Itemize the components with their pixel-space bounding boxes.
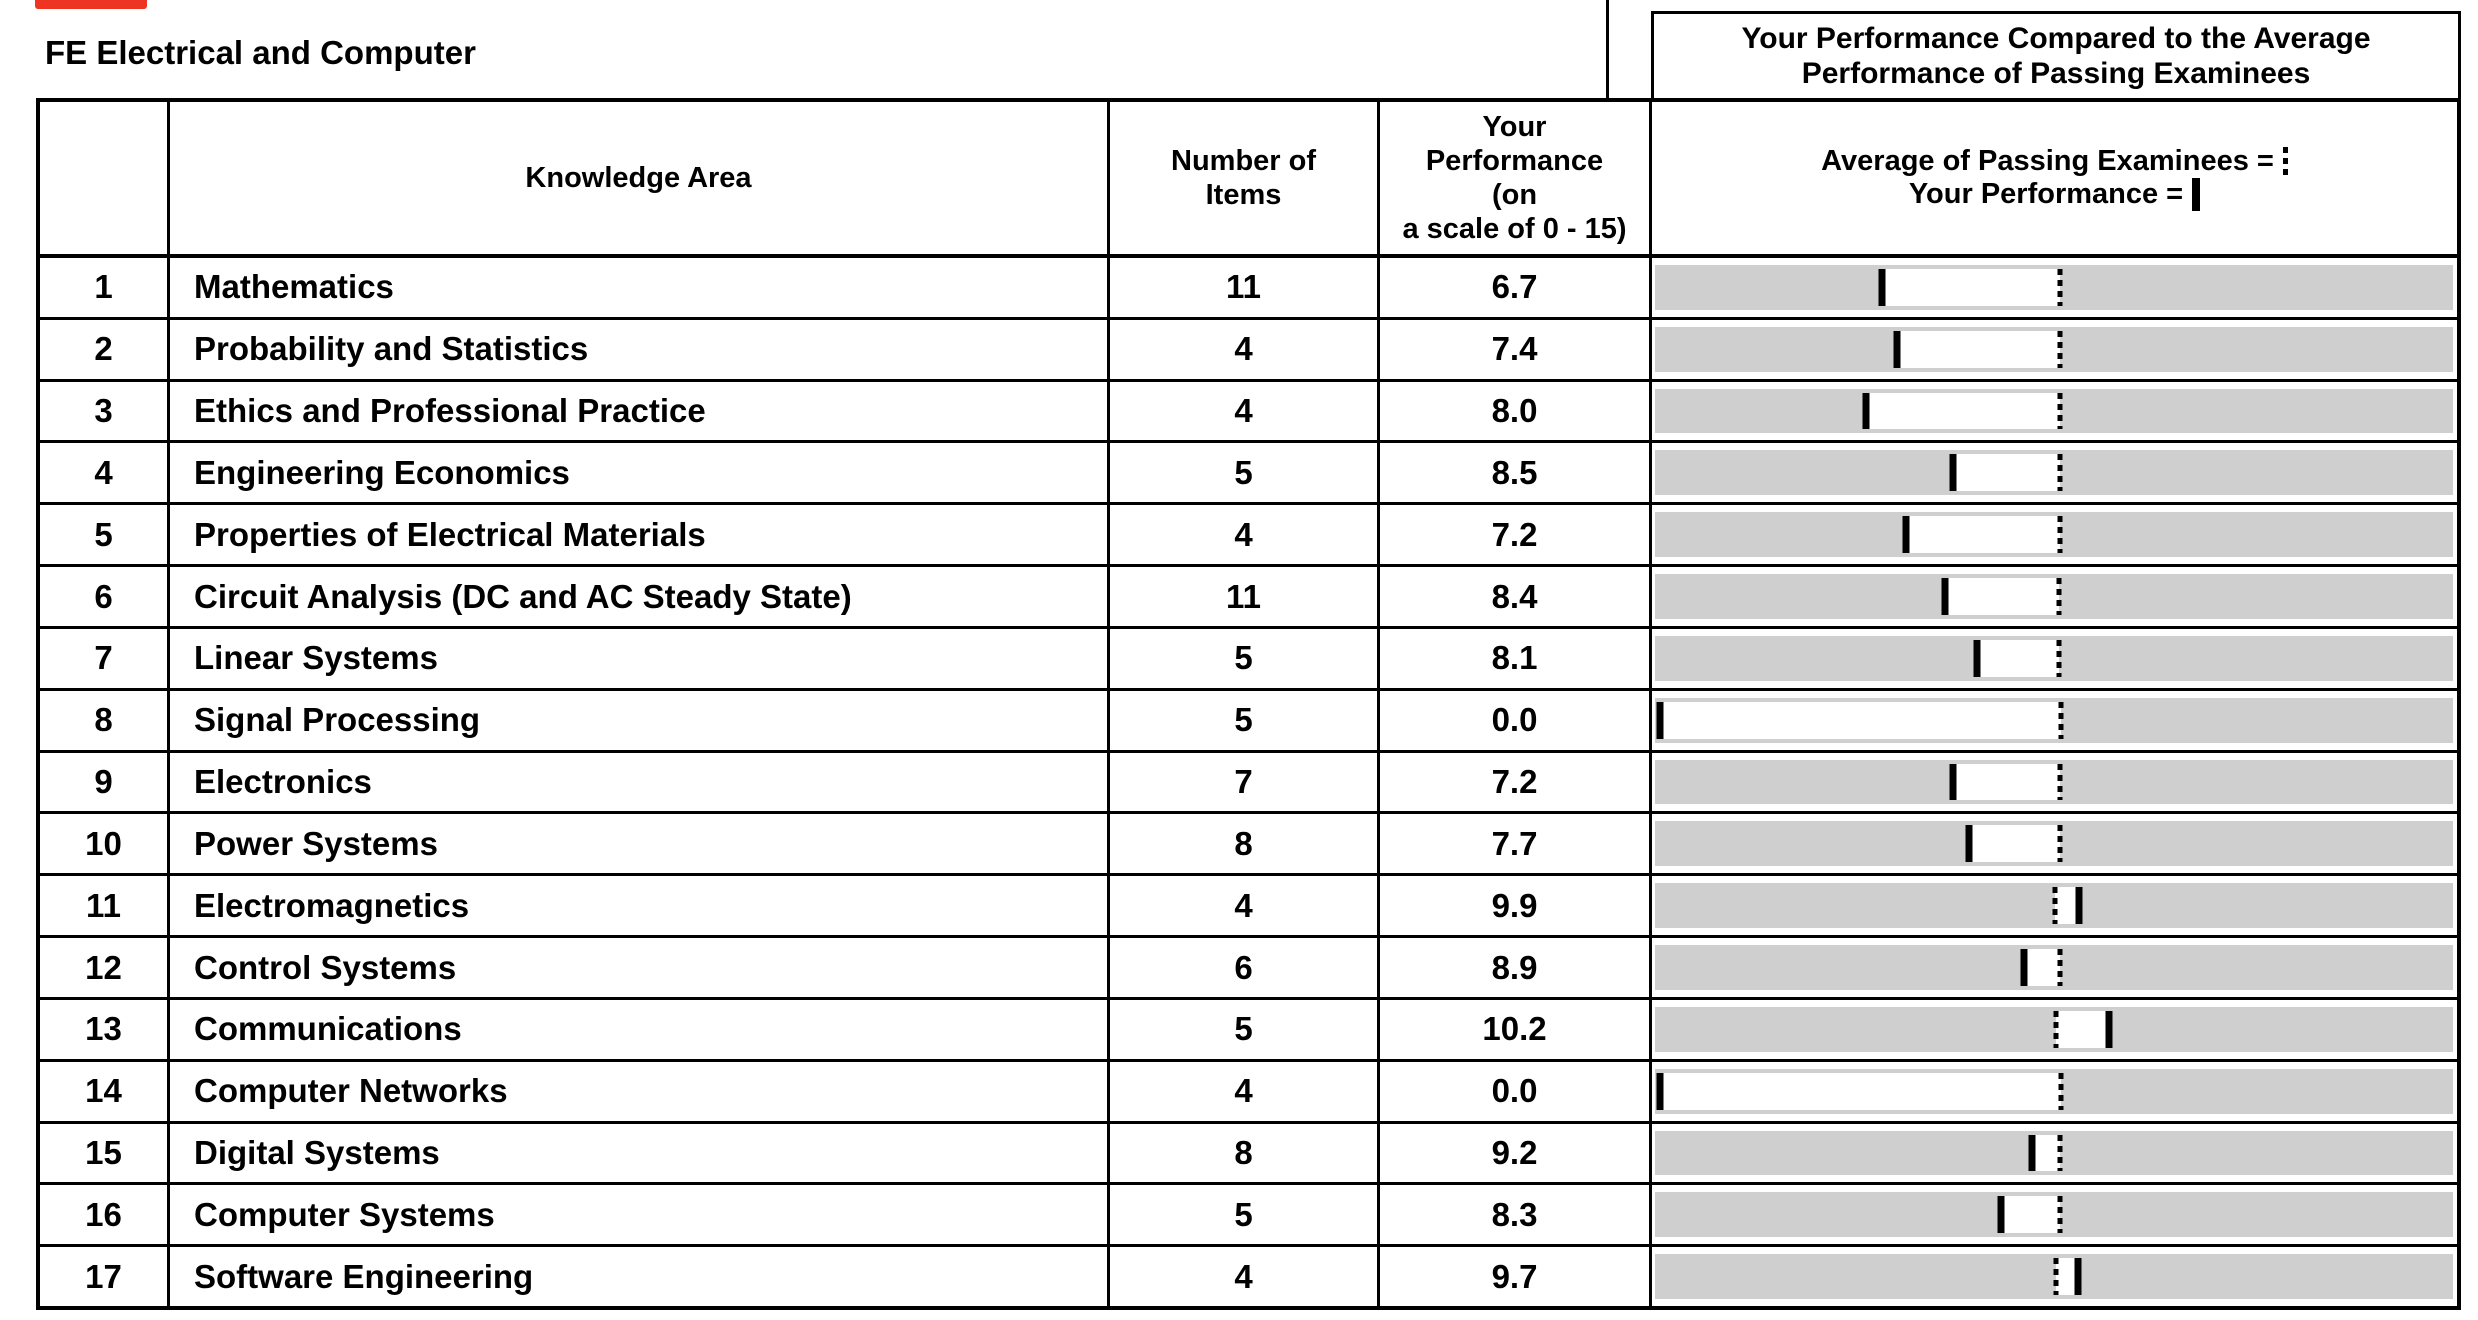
row-number: 9 <box>40 753 170 812</box>
knowledge-area-label: Control Systems <box>170 938 1110 997</box>
performance-bar-cell <box>1652 258 2457 317</box>
performance-bar <box>1655 450 2453 495</box>
table-row <box>40 629 2457 691</box>
performance-score: 7.2 <box>1380 505 1652 564</box>
items-count: 5 <box>1110 1000 1380 1059</box>
performance-bar <box>1655 883 2453 928</box>
your-performance-marker <box>1862 393 1869 430</box>
performance-score: 9.2 <box>1380 1124 1652 1183</box>
performance-bar <box>1655 636 2453 681</box>
performance-range <box>2001 1196 2059 1233</box>
performance-range <box>1969 825 2059 862</box>
row-number: 8 <box>40 691 170 750</box>
header-number-of-items: Number of Items <box>1110 102 1380 254</box>
page-title: FE Electrical and Computer <box>45 34 476 71</box>
your-performance-marker <box>2106 1011 2113 1048</box>
performance-bar-cell <box>1652 505 2457 564</box>
legend-your-label: Your Performance = <box>1908 178 2184 210</box>
knowledge-area-label: Ethics and Professional Practice <box>170 382 1110 441</box>
table-row <box>40 1062 2457 1124</box>
performance-range <box>1866 393 2060 430</box>
your-performance-marker <box>2020 949 2027 986</box>
your-performance-marker <box>2028 1135 2035 1172</box>
your-performance-marker <box>2075 887 2082 924</box>
performance-bar-cell <box>1652 320 2457 379</box>
table-row <box>40 382 2457 444</box>
legend-average-line <box>1821 145 2288 178</box>
row-number: 6 <box>40 567 170 626</box>
items-count: 4 <box>1110 382 1380 441</box>
row-number: 10 <box>40 814 170 873</box>
performance-bar <box>1655 1131 2453 1176</box>
average-marker <box>2057 269 2062 306</box>
knowledge-area-label: Probability and Statistics <box>170 320 1110 379</box>
header-knowledge-area: Knowledge Area <box>170 102 1110 254</box>
items-count: 6 <box>1110 938 1380 997</box>
table-row <box>40 567 2457 629</box>
performance-bar <box>1655 1007 2453 1052</box>
table-row <box>40 1000 2457 1062</box>
performance-bar <box>1655 1254 2453 1299</box>
row-number: 17 <box>40 1247 170 1306</box>
red-accent-bar <box>35 0 147 9</box>
your-performance-marker <box>1878 269 1885 306</box>
average-marker <box>2052 887 2057 924</box>
row-number: 15 <box>40 1124 170 1183</box>
row-number: 16 <box>40 1185 170 1244</box>
items-count: 8 <box>1110 814 1380 873</box>
performance-range <box>1945 578 2058 615</box>
performance-bar-cell <box>1652 567 2457 626</box>
average-dashed-line-icon <box>2283 147 2288 177</box>
average-marker <box>2056 640 2061 677</box>
performance-bar-cell <box>1652 382 2457 441</box>
performance-range <box>1660 702 2061 739</box>
performance-score: 8.0 <box>1380 382 1652 441</box>
knowledge-area-label: Computer Systems <box>170 1185 1110 1244</box>
performance-bar-cell <box>1652 691 2457 750</box>
row-number: 14 <box>40 1062 170 1121</box>
knowledge-area-label: Signal Processing <box>170 691 1110 750</box>
performance-range <box>1882 269 2060 306</box>
your-performance-marker <box>1902 516 1909 553</box>
performance-bar-cell <box>1652 814 2457 873</box>
table-row <box>40 938 2457 1000</box>
knowledge-area-label: Digital Systems <box>170 1124 1110 1183</box>
performance-bar <box>1655 945 2453 990</box>
table-row <box>40 691 2457 753</box>
knowledge-area-label: Engineering Economics <box>170 443 1110 502</box>
table-row <box>40 443 2457 505</box>
performance-bar <box>1655 760 2453 805</box>
performance-bar <box>1655 265 2453 310</box>
table-row <box>40 814 2457 876</box>
performance-range <box>2056 1011 2109 1048</box>
average-marker <box>2057 331 2062 368</box>
knowledge-area-label: Electromagnetics <box>170 876 1110 935</box>
row-number: 11 <box>40 876 170 935</box>
items-count: 5 <box>1110 691 1380 750</box>
performance-bar-cell <box>1652 629 2457 688</box>
row-number: 13 <box>40 1000 170 1059</box>
knowledge-area-label: Software Engineering <box>170 1247 1110 1306</box>
your-performance-marker <box>2074 1258 2081 1295</box>
knowledge-area-label: Electronics <box>170 753 1110 812</box>
average-marker <box>2056 578 2061 615</box>
items-count: 4 <box>1110 1062 1380 1121</box>
items-count: 8 <box>1110 1124 1380 1183</box>
average-marker <box>2059 702 2064 739</box>
comparison-header-line1: Your Performance Compared to the Average <box>1741 22 2371 55</box>
row-number: 3 <box>40 382 170 441</box>
your-performance-marker <box>1942 578 1949 615</box>
performance-bar <box>1655 1069 2453 1114</box>
performance-score: 8.3 <box>1380 1185 1652 1244</box>
average-marker <box>2057 1196 2062 1233</box>
average-marker <box>2057 393 2062 430</box>
header-your-performance: Your Performance (on a scale of 0 - 15) <box>1380 102 1652 254</box>
knowledge-area-label: Communications <box>170 1000 1110 1059</box>
performance-bar <box>1655 821 2453 866</box>
table-row <box>40 1185 2457 1247</box>
table-row <box>40 505 2457 567</box>
performance-score: 0.0 <box>1380 691 1652 750</box>
average-marker <box>2057 825 2062 862</box>
your-performance-marker <box>1950 764 1957 801</box>
performance-bar <box>1655 512 2453 557</box>
average-marker <box>2057 949 2062 986</box>
header-row-number <box>40 102 170 254</box>
performance-range <box>1953 764 2059 801</box>
performance-bar-cell <box>1652 938 2457 997</box>
knowledge-area-label: Properties of Electrical Materials <box>170 505 1110 564</box>
items-count: 11 <box>1110 258 1380 317</box>
performance-score: 7.2 <box>1380 753 1652 812</box>
table-header-row <box>40 102 2457 258</box>
performance-bar-cell <box>1652 1000 2457 1059</box>
row-number: 7 <box>40 629 170 688</box>
row-number: 2 <box>40 320 170 379</box>
knowledge-area-label: Circuit Analysis (DC and AC Steady State) <box>170 567 1110 626</box>
performance-score: 9.9 <box>1380 876 1652 935</box>
average-marker <box>2053 1258 2058 1295</box>
your-performance-marker <box>1656 1073 1663 1110</box>
performance-bar <box>1655 389 2453 434</box>
legend-your-line <box>1909 178 2200 211</box>
knowledge-area-label: Power Systems <box>170 814 1110 873</box>
items-count: 4 <box>1110 1247 1380 1306</box>
performance-bar <box>1655 327 2453 372</box>
knowledge-area-label: Mathematics <box>170 258 1110 317</box>
items-count: 11 <box>1110 567 1380 626</box>
performance-bar-cell <box>1652 1062 2457 1121</box>
average-marker <box>2057 516 2062 553</box>
items-count: 4 <box>1110 876 1380 935</box>
items-count: 4 <box>1110 320 1380 379</box>
your-performance-marker <box>1966 825 1973 862</box>
performance-score: 8.4 <box>1380 567 1652 626</box>
knowledge-area-table <box>36 98 2461 1310</box>
row-number: 1 <box>40 258 170 317</box>
your-performance-marker <box>1973 640 1980 677</box>
performance-score: 7.7 <box>1380 814 1652 873</box>
table-row <box>40 1247 2457 1306</box>
table-row <box>40 876 2457 938</box>
performance-bar-cell <box>1652 1247 2457 1306</box>
performance-range <box>1897 331 2060 368</box>
table-row <box>40 1124 2457 1186</box>
performance-score: 0.0 <box>1380 1062 1652 1121</box>
items-count: 5 <box>1110 629 1380 688</box>
items-count: 5 <box>1110 443 1380 502</box>
performance-range <box>1660 1073 2061 1110</box>
performance-bar-cell <box>1652 753 2457 812</box>
average-marker <box>2057 1135 2062 1172</box>
your-performance-marker <box>1656 702 1663 739</box>
performance-bar-cell <box>1652 443 2457 502</box>
your-performance-bar-icon <box>2192 178 2200 211</box>
row-number: 5 <box>40 505 170 564</box>
legend-average-label: Average of Passing Examinees = <box>1821 145 2274 177</box>
table-row <box>40 320 2457 382</box>
average-marker <box>2059 1073 2064 1110</box>
row-number: 4 <box>40 443 170 502</box>
items-count: 7 <box>1110 753 1380 812</box>
average-marker <box>2057 764 2062 801</box>
comparison-header-line2: Performance of Passing Examinees <box>1801 57 2311 90</box>
performance-bar-cell <box>1652 1185 2457 1244</box>
performance-score: 6.7 <box>1380 258 1652 317</box>
table-row <box>40 753 2457 815</box>
performance-score: 10.2 <box>1380 1000 1652 1059</box>
performance-range <box>1953 454 2059 491</box>
performance-score: 7.4 <box>1380 320 1652 379</box>
performance-score: 8.1 <box>1380 629 1652 688</box>
performance-bar <box>1655 1192 2453 1237</box>
average-marker <box>2057 454 2062 491</box>
performance-score: 8.5 <box>1380 443 1652 502</box>
comparison-header-box <box>1651 11 2461 98</box>
header-legend <box>1652 102 2457 254</box>
your-performance-marker <box>1893 331 1900 368</box>
performance-bar-cell <box>1652 1124 2457 1183</box>
performance-range <box>1977 640 2059 677</box>
performance-score: 9.7 <box>1380 1247 1652 1306</box>
performance-range <box>2024 949 2060 986</box>
performance-range <box>1906 516 2060 553</box>
items-count: 4 <box>1110 505 1380 564</box>
clipped-element-edge-line <box>1606 0 1609 98</box>
knowledge-area-label: Linear Systems <box>170 629 1110 688</box>
your-performance-marker <box>1998 1196 2005 1233</box>
performance-bar-cell <box>1652 876 2457 935</box>
average-marker <box>2053 1011 2058 1048</box>
items-count: 5 <box>1110 1185 1380 1244</box>
performance-bar <box>1655 574 2453 619</box>
performance-bar <box>1655 698 2453 743</box>
performance-score: 8.9 <box>1380 938 1652 997</box>
your-performance-marker <box>1950 454 1957 491</box>
performance-range <box>2032 1135 2060 1172</box>
row-number: 12 <box>40 938 170 997</box>
knowledge-area-label: Computer Networks <box>170 1062 1110 1121</box>
table-row <box>40 258 2457 320</box>
